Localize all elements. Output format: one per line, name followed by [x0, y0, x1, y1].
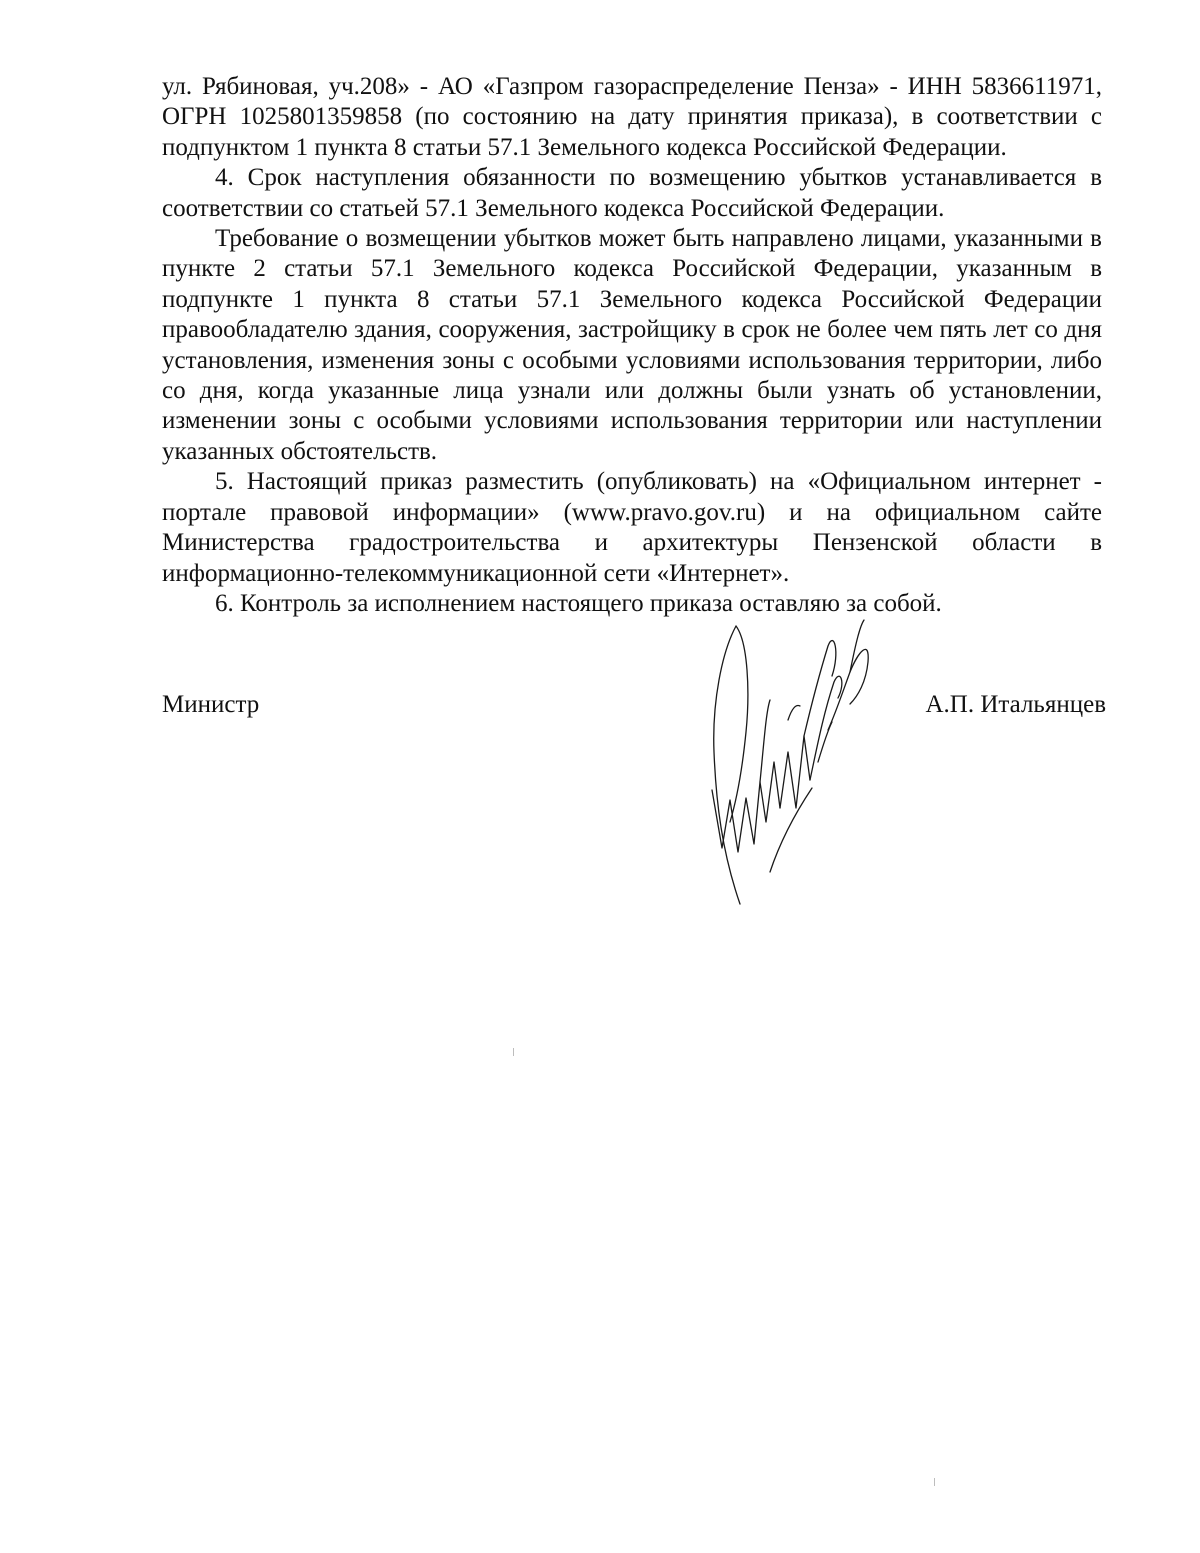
- paragraph-address-continuation: ул. Рябиновая, уч.208» - АО «Газпром газораспределение Пенза» - ИНН 5836611971, ОГРН 1025801359858 (по состоянию на дату принятия приказа), в соответствии с подпунктом 1 пункта 8 статьи 57.1 Земельного кодекса Российской Федерации.: [162, 73, 1102, 161]
- paragraph-item-6: 6. Контроль за исполнением настоящего приказа оставляю за собой.: [215, 589, 942, 617]
- paragraph-damages-claim: Требование о возмещении убытков может быть направлено лицами, указанными в пункте 2 статьи 57.1 Земельного кодекса Российской Федерации, указанным в подпункте 1 пункта 8 статьи 57.1 Земельного кодекса Российской Федерации правообладателю здания, сооружения, застройщику в срок не более чем пять лет со дня установления, изменения зоны с особыми условиями использования территории, либо со дня, когда указанные лица узнали или должны были узнать об установлении, изменении зоны с особыми условиями использования территории или наступлении указанных обстоятельств.: [162, 225, 1102, 465]
- signatory-name: А.П. Итальянцев: [925, 691, 1106, 718]
- document-body: [162, 72, 1102, 619]
- scan-speck: [513, 1048, 514, 1056]
- paragraph-item-5: 5. Настоящий приказ разместить (опубликовать) на «Официальном интернет - портале правовой информации» (www.pravo.gov.ru) и на официальном сайте Министерства градостроительства и архитектуры Пензенской области в информационно-телекоммуникационной сети «Интернет».: [162, 468, 1102, 587]
- signatory-title: Министр: [162, 691, 260, 718]
- scan-speck: [934, 1478, 935, 1486]
- signature-block: [162, 690, 1106, 730]
- handwritten-signature: [700, 612, 890, 912]
- paragraph-item-4: 4. Срок наступления обязанности по возмещению убытков устанавливается в соответствии со статьей 57.1 Земельного кодекса Российской Федерации.: [162, 164, 1102, 222]
